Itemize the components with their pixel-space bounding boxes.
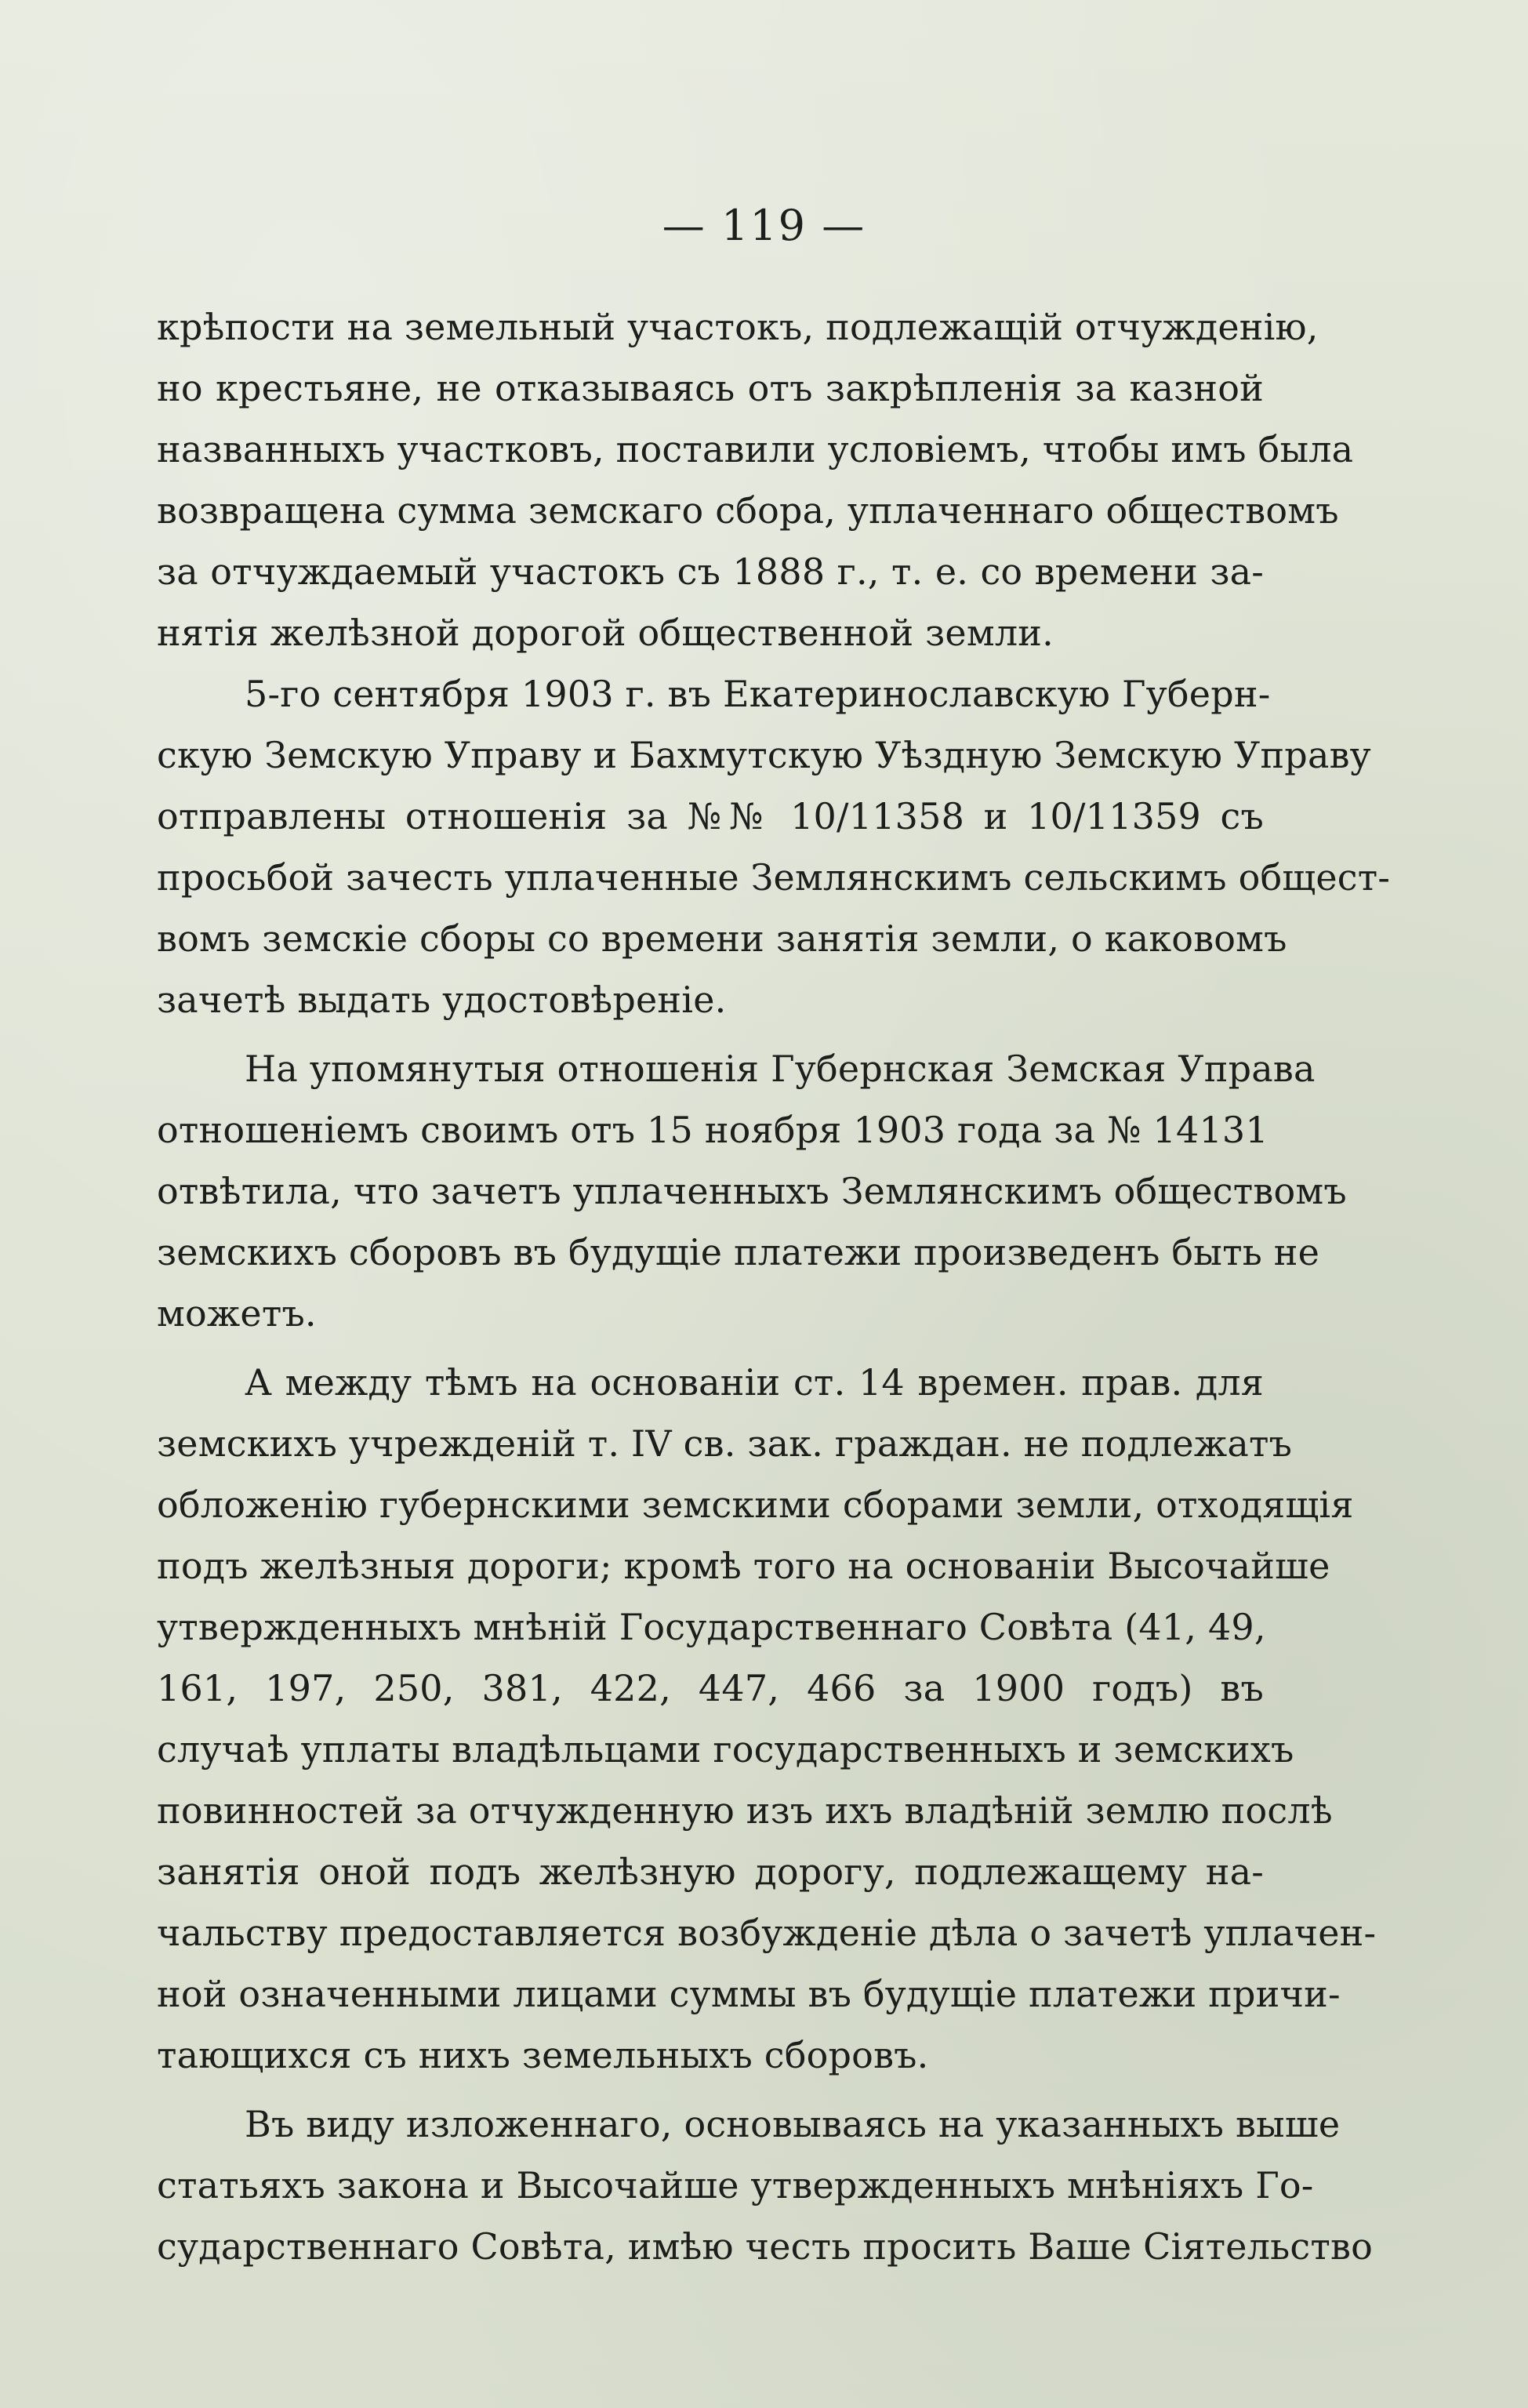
text-line: вомъ земскіе сборы со времени занятія земли, о каковомъ [157,917,1287,960]
text-line: земскихъ учрежденій т. IV св. зак. граждан. не подлежатъ [157,1422,1293,1465]
paragraph-gap [157,1344,1264,1352]
paragraph-4 [157,1352,1377,2086]
text-line: повинностей за отчужденную изъ ихъ владѣній землю послѣ [157,1789,1333,1832]
text-line: земскихъ сборовъ въ будущіе платежи произведенъ быть не [157,1231,1320,1273]
text-line: 5-го сентября 1903 г. въ Екатеринославскую Губерн- [245,673,1271,715]
text-line: статьяхъ закона и Высочайше утвержденныхъ мнѣніяхъ Го- [157,2164,1314,2206]
page-number: — 119 — [662,201,866,250]
text-line: но крестьяне, не отказываясь отъ закрѣпленія за казной [157,367,1264,409]
text-line: Въ виду изложеннаго, основываясь на указанныхъ выше [245,2103,1341,2145]
text-line: занятія оной подъ желѣзную дорогу, подлежащему на- [157,1850,1264,1893]
body-text [157,296,1391,2277]
paragraph-gap [157,1030,1264,1038]
paragraph-1 [157,296,1354,663]
text-line: просьбой зачесть уплаченные Землянскимъ сельскимъ общест- [157,856,1391,899]
text-line: крѣпости на земельный участокъ, подлежащій отчужденію, [157,306,1319,348]
text-line: тающихся съ нихъ земельныхъ сборовъ. [157,2034,929,2076]
text-line: подъ желѣзныя дороги; кромѣ того на основаніи Высочайше [157,1545,1330,1587]
text-line: утвержденныхъ мнѣній Государственнаго Совѣта (41, 49, [157,1606,1266,1648]
text-line: можетъ. [157,1292,317,1335]
text-line: обложенію губернскими земскими сборами земли, отходящія [157,1484,1354,1526]
text-line: зачетѣ выдать удостовѣреніе. [157,979,727,1021]
text-line: за отчуждаемый участокъ съ 1888 г., т. е. со времени за- [157,550,1264,593]
text-line: ной означенными лицами суммы въ будущіе платежи причи- [157,1973,1341,2015]
text-line: случаѣ уплаты владѣльцами государственныхъ и земскихъ [157,1728,1294,1771]
text-line: сударственнаго Совѣта, имѣю честь просить Ваше Сіятельство [157,2225,1373,2268]
paragraph-5 [157,2094,1373,2277]
text-line: отношеніемъ своимъ отъ 15 ноября 1903 года за № 14131 [157,1109,1268,1151]
paragraph-3 [157,1038,1347,1344]
text-line: отвѣтила, что зачетъ уплаченныхъ Землянскимъ обществомъ [157,1170,1347,1212]
text-line: 161, 197, 250, 381, 422, 447, 466 за 1900 годъ) въ [157,1667,1264,1709]
text-line: скую Земскую Управу и Бахмутскую Уѣздную Земскую Управу [157,734,1371,776]
paragraph-gap [157,2086,1264,2094]
text-line: названныхъ участковъ, поставили условіемъ, чтобы имъ была [157,428,1354,470]
text-line: нятія желѣзной дорогой общественной земли. [157,612,1054,654]
text-line: чальству предоставляется возбужденіе дѣла о зачетѣ уплачен- [157,1912,1377,1954]
text-line: отправлены отношенія за №№ 10/11358 и 10/11359 съ [157,795,1264,837]
text-line: На упомянутыя отношенія Губернская Земская Управа [245,1048,1316,1090]
paragraph-2 [157,663,1391,1030]
text-line: возвращена сумма земскаго сбора, уплаченнаго обществомъ [157,489,1339,532]
text-line: А между тѣмъ на основаніи ст. 14 времен. прав. для [245,1361,1264,1404]
